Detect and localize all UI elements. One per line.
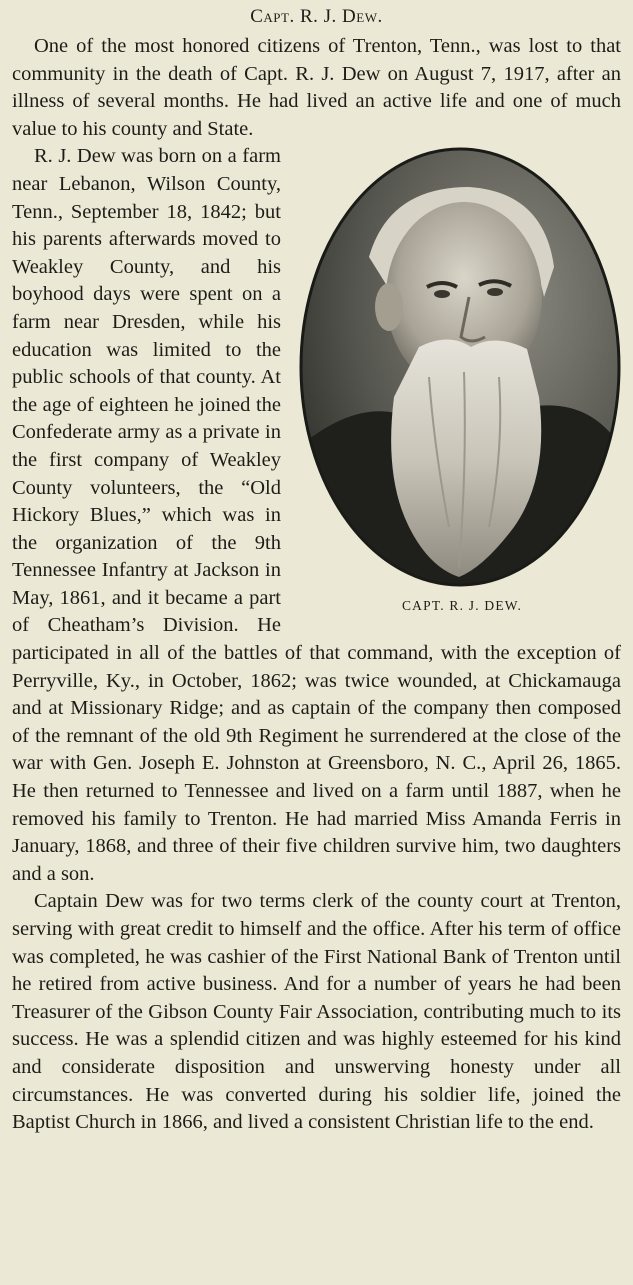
- portrait-photo: [299, 147, 621, 587]
- paragraph-later-life: Captain Dew was for two terms clerk of the county court at Trenton, serving with great credit to himself and the office. After his term of office was completed, he was cashier of the First National Bank of Trenton until he retired from active business. And for a number of years he had been Treasurer of the Gibson County Fair Association, contributing much to its success. He was a splendid citizen and was highly esteemed for his kind and considerate disposition and unswerving honesty under all circumstances. He was converted during his soldier life, joined the Baptist Church in 1866, and lived a consistent Christian life to the end.: [12, 890, 621, 1134]
- portrait-caption: CAPT. R. J. DEW.: [401, 598, 523, 614]
- portrait-figure: [291, 147, 633, 637]
- paragraph-biography: R. J. Dew was born on a farm near Lebanon, Wilson County, Tenn., September 18, 1842; but his parents afterwards moved to Weakley County, and his boyhood days were spent on a farm near Dresden, while his education was limited to the public schools of that county. At the age of eighteen he joined the Confederate army as a private in the first company of Weakley County volunteers, the “Old Hickory Blues,” which was in the organization of the 9th Tennessee Infantry at Jackson in May, 1861, and it became a part of Cheatham’s Division. He participated in all of the battles of that command, with the exception of Perryville, Ky., in October, 1862; was twice wounded, at Chickamauga and at Missionary Ridge; and as captain of the company then composed of the remnant of the old 9th Regiment he surrendered at the close of the war with Gen. Joseph E. Johnston at Greensboro, N. C., April 26, 1865. He then returned to Tennessee and lived on a farm until 1887, when he removed his family to Trenton. He had married Miss Amanda Ferris in January, 1868, and three of their five children survive him, two daughters and a son.: [12, 145, 621, 885]
- paragraph-intro: One of the most honored citizens of Trenton, Tenn., was lost to that community in the death of Capt. R. J. Dew on August 7, 1917, after an illness of several months. He had lived an active life and one of much value to his county and State.: [12, 35, 621, 140]
- article-title: Capt. R. J. Dew.: [250, 6, 383, 27]
